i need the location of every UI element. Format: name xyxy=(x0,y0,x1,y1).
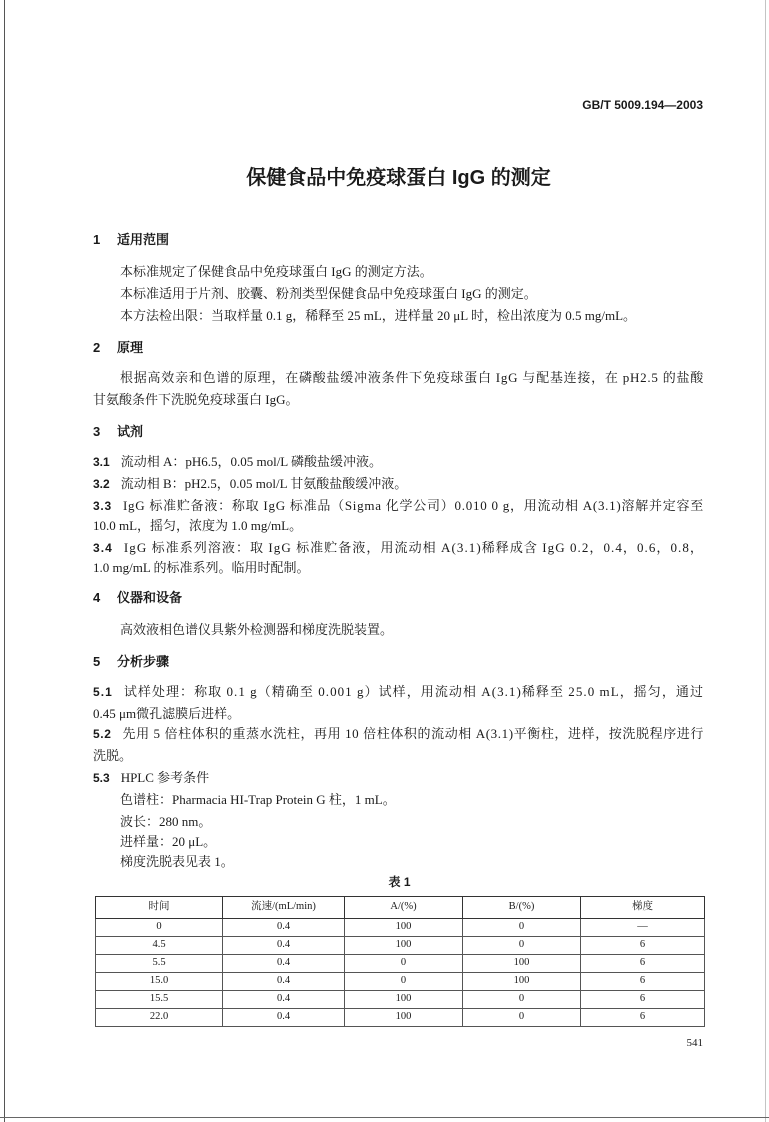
section-number: 5 xyxy=(93,654,101,669)
section-title: 适用范围 xyxy=(117,232,170,247)
procedure-item-5-1 xyxy=(93,682,704,702)
procedure-item-5-2 xyxy=(93,724,704,744)
scope-paragraph: 本方法检出限：当取样量 0.1 g，稀释至 25 mL，进样量 20 μL 时，检出浓度为 0.5 mg/mL。 xyxy=(120,308,637,323)
scope-paragraph: 本标准规定了保健食品中免疫球蛋白 IgG 的测定方法。 xyxy=(120,264,433,279)
table-cell: 0.4 xyxy=(223,973,345,991)
scan-edge-left xyxy=(4,0,5,1122)
table-cell: 0 xyxy=(463,991,581,1009)
section-title: 仪器和设备 xyxy=(117,590,183,605)
table-cell: 0 xyxy=(463,937,581,955)
procedure-item-5-3 xyxy=(93,768,209,788)
item-number: 3.3 xyxy=(93,499,112,513)
table-cell: 6 xyxy=(581,1009,705,1027)
table-cell: 22.0 xyxy=(96,1009,223,1027)
item-text: HPLC 参考条件 xyxy=(120,770,210,785)
section-title: 试剂 xyxy=(117,424,144,439)
item-text: IgG 标准系列溶液：取 IgG 标准贮备液，用流动相 A(3.1)稀释成含 IgG 0.2，0.4，0.6，0.8， xyxy=(123,540,704,555)
table-cell: 0.4 xyxy=(223,919,345,937)
gradient-table xyxy=(95,896,705,1027)
table-row xyxy=(96,1009,705,1027)
reagent-item-3-3-continued: 10.0 mL，摇匀，浓度为 1.0 mg/mL。 xyxy=(93,518,303,533)
hplc-condition: 色谱柱：Pharmacia HI-Trap Protein G 柱，1 mL。 xyxy=(120,792,396,807)
standard-code: GB/T 5009.194—2003 xyxy=(582,98,703,112)
table-cell: 0 xyxy=(345,955,463,973)
table-cell: 100 xyxy=(345,1009,463,1027)
reagent-item-3-1 xyxy=(93,452,382,472)
table-cell: 15.0 xyxy=(96,973,223,991)
section-5-heading xyxy=(93,652,169,672)
table-cell: 0.4 xyxy=(223,955,345,973)
table-cell: 5.5 xyxy=(96,955,223,973)
section-3-heading xyxy=(93,422,143,442)
table-cell: 15.5 xyxy=(96,991,223,1009)
table-cell: 100 xyxy=(345,991,463,1009)
table-header-cell: A/(%) xyxy=(345,897,463,919)
table-cell: 0.4 xyxy=(223,937,345,955)
table-cell: 100 xyxy=(463,973,581,991)
table-row xyxy=(96,973,705,991)
table-cell: 0 xyxy=(463,919,581,937)
page-number: 541 xyxy=(686,1037,703,1049)
table-row xyxy=(96,937,705,955)
item-text: IgG 标准贮备液：称取 IgG 标准品（Sigma 化学公司）0.010 0 g，用流动相 A(3.1)溶解并定容至 xyxy=(122,498,704,513)
table-cell: 0.4 xyxy=(223,991,345,1009)
procedure-item-5-2-continued: 洗脱。 xyxy=(93,748,133,763)
table-cell: 100 xyxy=(345,919,463,937)
table-cell: — xyxy=(581,919,705,937)
table-cell: 100 xyxy=(345,937,463,955)
item-text: 流动相 B：pH2.5，0.05 mol/L 甘氨酸盐酸缓冲液。 xyxy=(120,476,408,491)
scan-edge-bottom xyxy=(0,1117,769,1118)
table-header-cell: B/(%) xyxy=(463,897,581,919)
hplc-condition: 进样量：20 μL。 xyxy=(120,834,217,849)
table-row xyxy=(96,955,705,973)
item-number: 3.1 xyxy=(93,455,110,469)
reagent-item-3-3 xyxy=(93,496,704,516)
table-header-cell: 流速/(mL/min) xyxy=(223,897,345,919)
section-number: 3 xyxy=(93,424,101,439)
table-cell: 6 xyxy=(581,991,705,1009)
table-cell: 6 xyxy=(581,973,705,991)
item-number: 5.2 xyxy=(93,727,112,741)
table-caption: 表 1 xyxy=(388,875,411,889)
hplc-condition: 波长：280 nm。 xyxy=(120,814,212,829)
table-cell: 4.5 xyxy=(96,937,223,955)
item-number: 5.1 xyxy=(93,685,113,699)
reagent-item-3-2 xyxy=(93,474,407,494)
item-text: 流动相 A：pH6.5，0.05 mol/L 磷酸盐缓冲液。 xyxy=(120,454,383,469)
table-cell: 0.4 xyxy=(223,1009,345,1027)
hplc-condition: 梯度洗脱表见表 1。 xyxy=(120,854,234,869)
table-cell: 0 xyxy=(96,919,223,937)
item-text: 先用 5 倍柱体积的重蒸水洗柱，再用 10 倍柱体积的流动相 A(3.1)平衡柱，进样，按洗脱程序进行 xyxy=(122,726,704,741)
reagent-item-3-4 xyxy=(93,538,704,558)
principle-line: 根据高效亲和色谱的原理，在磷酸盐缓冲液条件下免疫球蛋白 IgG 与配基连接，在 pH2.5 的盐酸 xyxy=(120,370,704,385)
section-number: 1 xyxy=(93,232,101,247)
table-row xyxy=(96,991,705,1009)
item-number: 5.3 xyxy=(93,771,110,785)
table-header-row xyxy=(96,897,705,919)
table-cell: 6 xyxy=(581,955,705,973)
apparatus-paragraph: 高效液相色谱仪具紫外检测器和梯度洗脱装置。 xyxy=(120,622,394,637)
section-number: 4 xyxy=(93,590,101,605)
table-cell: 100 xyxy=(463,955,581,973)
document-title: 保健食品中免疫球蛋白 IgG 的测定 xyxy=(246,167,551,189)
item-text: 试样处理：称取 0.1 g（精确至 0.001 g）试样，用流动相 A(3.1)稀释至 25.0 mL，摇匀，通过 xyxy=(123,684,704,699)
section-number: 2 xyxy=(93,340,101,355)
table-cell: 0 xyxy=(463,1009,581,1027)
principle-line: 甘氨酸条件下洗脱免疫球蛋白 IgG。 xyxy=(93,392,299,407)
item-number: 3.4 xyxy=(93,541,113,555)
section-2-heading xyxy=(93,338,143,358)
section-1-heading xyxy=(93,230,169,250)
section-4-heading xyxy=(93,588,182,608)
reagent-item-3-4-continued: 1.0 mg/mL 的标准系列。临用时配制。 xyxy=(93,560,310,575)
table-cell: 6 xyxy=(581,937,705,955)
item-number: 3.2 xyxy=(93,477,110,491)
section-title: 原理 xyxy=(117,340,144,355)
table-row xyxy=(96,919,705,937)
procedure-item-5-1-continued: 0.45 μm微孔滤膜后进样。 xyxy=(93,706,241,721)
table-body xyxy=(96,919,705,1027)
section-title: 分析步骤 xyxy=(117,654,170,669)
table-header-cell: 梯度 xyxy=(581,897,705,919)
scope-paragraph: 本标准适用于片剂、胶囊、粉剂类型保健食品中免疫球蛋白 IgG 的测定。 xyxy=(120,286,537,301)
table-header-cell: 时间 xyxy=(96,897,223,919)
table-cell: 0 xyxy=(345,973,463,991)
